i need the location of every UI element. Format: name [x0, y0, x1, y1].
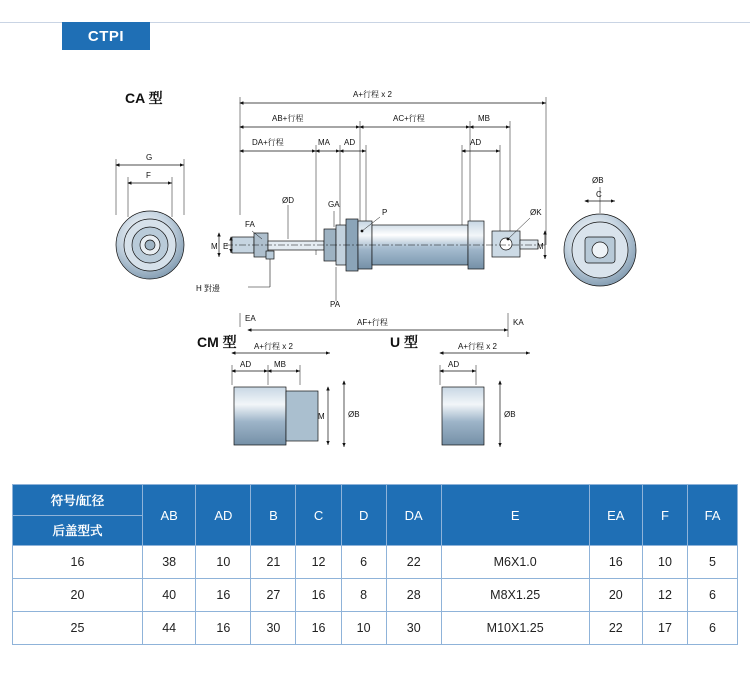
cell-d: 8 — [341, 579, 386, 612]
svg-text:ØB: ØB — [592, 176, 604, 185]
row-bore: 25 — [13, 612, 143, 645]
cell-f: 10 — [642, 546, 687, 579]
corner-top-label: 符号/缸径 — [13, 485, 142, 516]
col-header-b: B — [251, 485, 296, 546]
cell-da: 30 — [386, 612, 441, 645]
cell-ea: 22 — [589, 612, 642, 645]
cell-d: 10 — [341, 612, 386, 645]
svg-text:M: M — [318, 412, 325, 421]
cell-f: 12 — [642, 579, 687, 612]
col-header-ad: AD — [196, 485, 251, 546]
table-row — [13, 546, 738, 579]
svg-text:H 對邊: H 對邊 — [196, 284, 220, 293]
svg-text:AD: AD — [470, 138, 482, 147]
svg-text:A+行程 x 2: A+行程 x 2 — [458, 342, 497, 351]
row-bore: 16 — [13, 546, 143, 579]
cell-b: 27 — [251, 579, 296, 612]
svg-text:DA+行程: DA+行程 — [252, 138, 284, 147]
cell-ab: 38 — [143, 546, 196, 579]
cell-da: 28 — [386, 579, 441, 612]
cell-b: 30 — [251, 612, 296, 645]
technical-drawing — [0, 55, 750, 475]
svg-text:AD: AD — [344, 138, 356, 147]
svg-text:M: M — [211, 242, 218, 251]
svg-text:C: C — [596, 190, 602, 199]
svg-text:F: F — [146, 171, 151, 180]
row-bore: 20 — [13, 579, 143, 612]
svg-text:MA: MA — [318, 138, 330, 147]
cell-ea: 16 — [589, 546, 642, 579]
svg-text:AB+行程: AB+行程 — [272, 114, 304, 123]
cell-da: 22 — [386, 546, 441, 579]
svg-text:ØD: ØD — [282, 196, 294, 205]
cell-c: 16 — [296, 579, 341, 612]
svg-text:ØB: ØB — [348, 410, 360, 419]
col-header-d: D — [341, 485, 386, 546]
svg-text:AF+行程: AF+行程 — [357, 318, 388, 327]
cell-c: 12 — [296, 546, 341, 579]
col-header-fa: FA — [688, 485, 738, 546]
svg-text:AD: AD — [240, 360, 252, 369]
cell-ab: 44 — [143, 612, 196, 645]
svg-text:PA: PA — [330, 300, 341, 309]
svg-text:M: M — [537, 242, 544, 251]
ca-title: CA 型 — [125, 90, 163, 106]
product-tab[interactable] — [62, 22, 150, 50]
svg-text:AC+行程: AC+行程 — [393, 114, 425, 123]
table-header-row — [13, 485, 738, 546]
cell-ad: 16 — [196, 579, 251, 612]
svg-text:A+行程 x 2: A+行程 x 2 — [254, 342, 293, 351]
cell-e: M10X1.25 — [441, 612, 589, 645]
col-header-ea: EA — [589, 485, 642, 546]
cell-d: 6 — [341, 546, 386, 579]
cell-fa: 6 — [688, 612, 738, 645]
cell-fa: 6 — [688, 579, 738, 612]
corner-bottom-label: 后盖型式 — [52, 524, 103, 539]
cell-b: 21 — [251, 546, 296, 579]
svg-text:P: P — [382, 208, 388, 217]
cell-fa: 5 — [688, 546, 738, 579]
svg-text:MB: MB — [274, 360, 286, 369]
cell-f: 17 — [642, 612, 687, 645]
svg-text:A+行程 x 2: A+行程 x 2 — [353, 90, 392, 99]
table-corner-header — [13, 485, 143, 546]
svg-text:E: E — [223, 242, 229, 251]
svg-text:CM 型: CM 型 — [197, 334, 237, 350]
svg-text:G: G — [146, 153, 153, 162]
col-header-ab: AB — [143, 485, 196, 546]
col-header-f: F — [642, 485, 687, 546]
svg-text:FA: FA — [245, 220, 255, 229]
col-header-c: C — [296, 485, 341, 546]
svg-text:GA: GA — [328, 200, 340, 209]
cell-c: 16 — [296, 612, 341, 645]
cell-ad: 16 — [196, 612, 251, 645]
svg-text:KA: KA — [513, 318, 524, 327]
svg-text:U 型: U 型 — [390, 334, 418, 350]
svg-text:EA: EA — [245, 314, 256, 323]
svg-text:ØB: ØB — [504, 410, 516, 419]
cell-e: M8X1.25 — [441, 579, 589, 612]
cell-ad: 10 — [196, 546, 251, 579]
spec-table — [12, 484, 738, 645]
cell-ab: 40 — [143, 579, 196, 612]
svg-text:ØK: ØK — [530, 208, 542, 217]
table-row — [13, 612, 738, 645]
cell-ea: 20 — [589, 579, 642, 612]
col-header-e: E — [441, 485, 589, 546]
cell-e: M6X1.0 — [441, 546, 589, 579]
svg-text:AD: AD — [448, 360, 460, 369]
table-row — [13, 579, 738, 612]
col-header-da: DA — [386, 485, 441, 546]
product-tab-label: CTPI — [87, 27, 125, 45]
svg-text:MB: MB — [478, 114, 490, 123]
